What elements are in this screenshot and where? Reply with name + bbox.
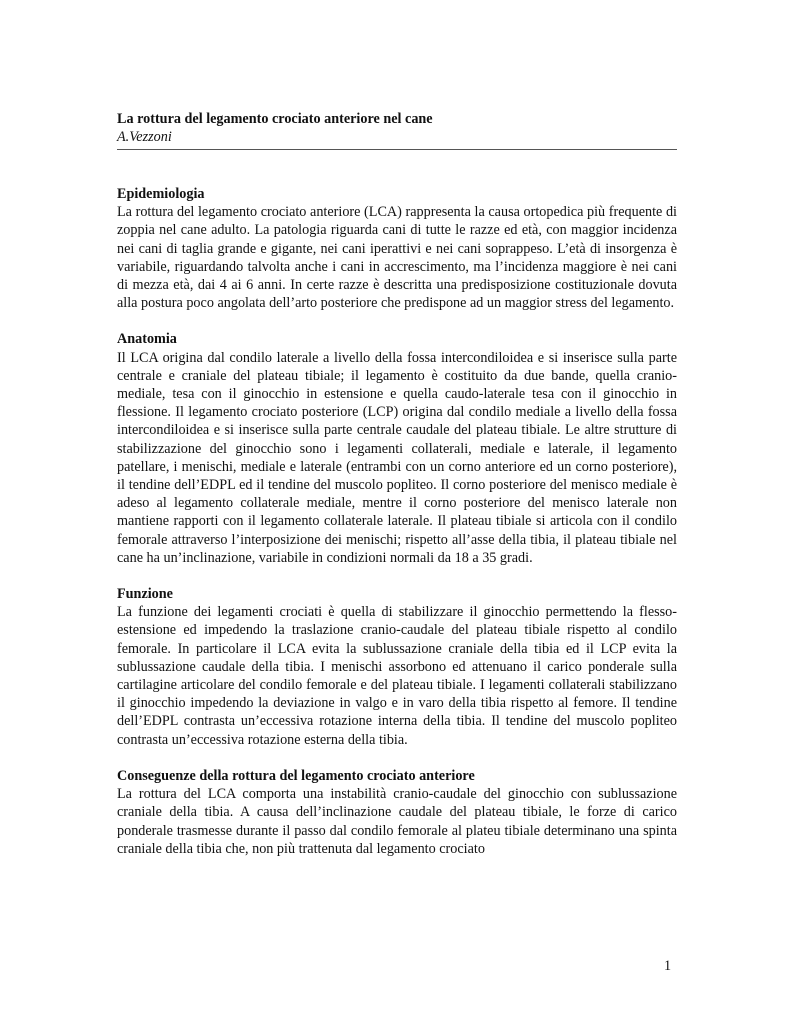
section-heading: Funzione xyxy=(117,586,173,603)
document-page xyxy=(117,110,677,858)
section-epidemiologia xyxy=(117,185,677,312)
header-divider xyxy=(117,149,677,150)
section-conseguenze xyxy=(117,767,677,858)
section-body: La funzione dei legamenti crociati è quella di stabilizzare il ginocchio permettendo la flesso-estensione ed impedendo la traslazione cranio-caudale del plateau tibiale rispetto al condilo femorale. In particolare il LCA evita la sublussazione craniale della tibia ed il LCP evita la sublussazione caudale della tibia. I menischi assorbono ed attenuano il carico ponderale sulla cartilagine articolare del condilo femorale e del plateau tibiale. I legamenti collaterali stabilizzano il ginocchio impedendo la deviazione in valgo e in varo della tibia rispetto al femore. Il tendine dell’EDPL contrasta un’eccessiva rotazione interna della tibia. Il tendine del muscolo popliteo contrasta un’eccessiva rotazione esterna della tibia. xyxy=(117,604,677,748)
page-number: 1 xyxy=(664,958,672,974)
section-heading: Anatomia xyxy=(117,331,177,348)
section-body: Il LCA origina dal condilo laterale a livello della fossa intercondiloidea e si inserisce sulla parte centrale e craniale del plateau tibiale; il legamento è costituito da due bande, quella cranio-mediale, tesa con il ginocchio in estensione e quella caudo-laterale tesa con il ginocchio in flessione. Il legamento crociato posteriore (LCP) origina dal condilo mediale a livello della fossa intercondiloidea e si inserisce sulla parte centrale caudale del plateau tibiale. Le altre strutture di stabilizzazione del ginocchio sono i legamenti collaterali, mediale e laterale, il legamento patellare, i menischi, mediale e laterale (entrambi con un corno anteriore ed un corno posteriore), il tendine dell’EDPL ed il tendine del muscolo popliteo. Il corno posteriore del menisco mediale è adeso al legamento collaterale mediale, mentre il corno posteriore del menisco laterale non mantiene rapporti con il legamento collaterale laterale. Il plateau tibiale si articola con il condilo femorale attraverso l’interposizione dei menischi; rispetto all’asse della tibia, il plateau tibiale nel cane ha un’inclinazione, variabile in condizioni normali da 18 a 35 gradi. xyxy=(117,349,677,566)
section-heading: Conseguenze della rottura del legamento crociato anteriore xyxy=(117,767,475,784)
section-anatomia xyxy=(117,330,677,567)
section-body: La rottura del LCA comporta una instabilità cranio-caudale del ginocchio con sublussazione craniale della tibia. A causa dell’inclinazione caudale del plateau tibiale, le forze di carico ponderale trasmesse durante il passo dal condilo femorale al plateu tibiale determinano una spinta craniale della tibia che, non più trattenuta dal legamento crociato xyxy=(117,786,677,857)
section-funzione xyxy=(117,585,677,749)
section-heading: Epidemiologia xyxy=(117,186,205,202)
document-header xyxy=(117,110,677,150)
document-title: La rottura del legamento crociato anteriore nel cane xyxy=(117,111,433,127)
document-author: A.Vezzoni xyxy=(117,129,172,145)
section-body: La rottura del legamento crociato anteriore (LCA) rappresenta la causa ortopedica più frequente di zoppia nel cane adulto. La patologia riguarda cani di tutte le razze ed età, con maggior incidenza nei cani di taglia grande e gigante, nei cani iperattivi e nei cani soprappeso. L’età di insorgenza è variabile, riguardando talvolta anche i cani in accrescimento, ma l’incidenza maggiore è nei cani di mezza età, dai 4 ai 6 anni. In certe razze è descritta una predisposizione costituzionale dovuta alla postura poco angolata dell’arto posteriore che predispone ad un maggior stress del legamento. xyxy=(117,204,677,312)
